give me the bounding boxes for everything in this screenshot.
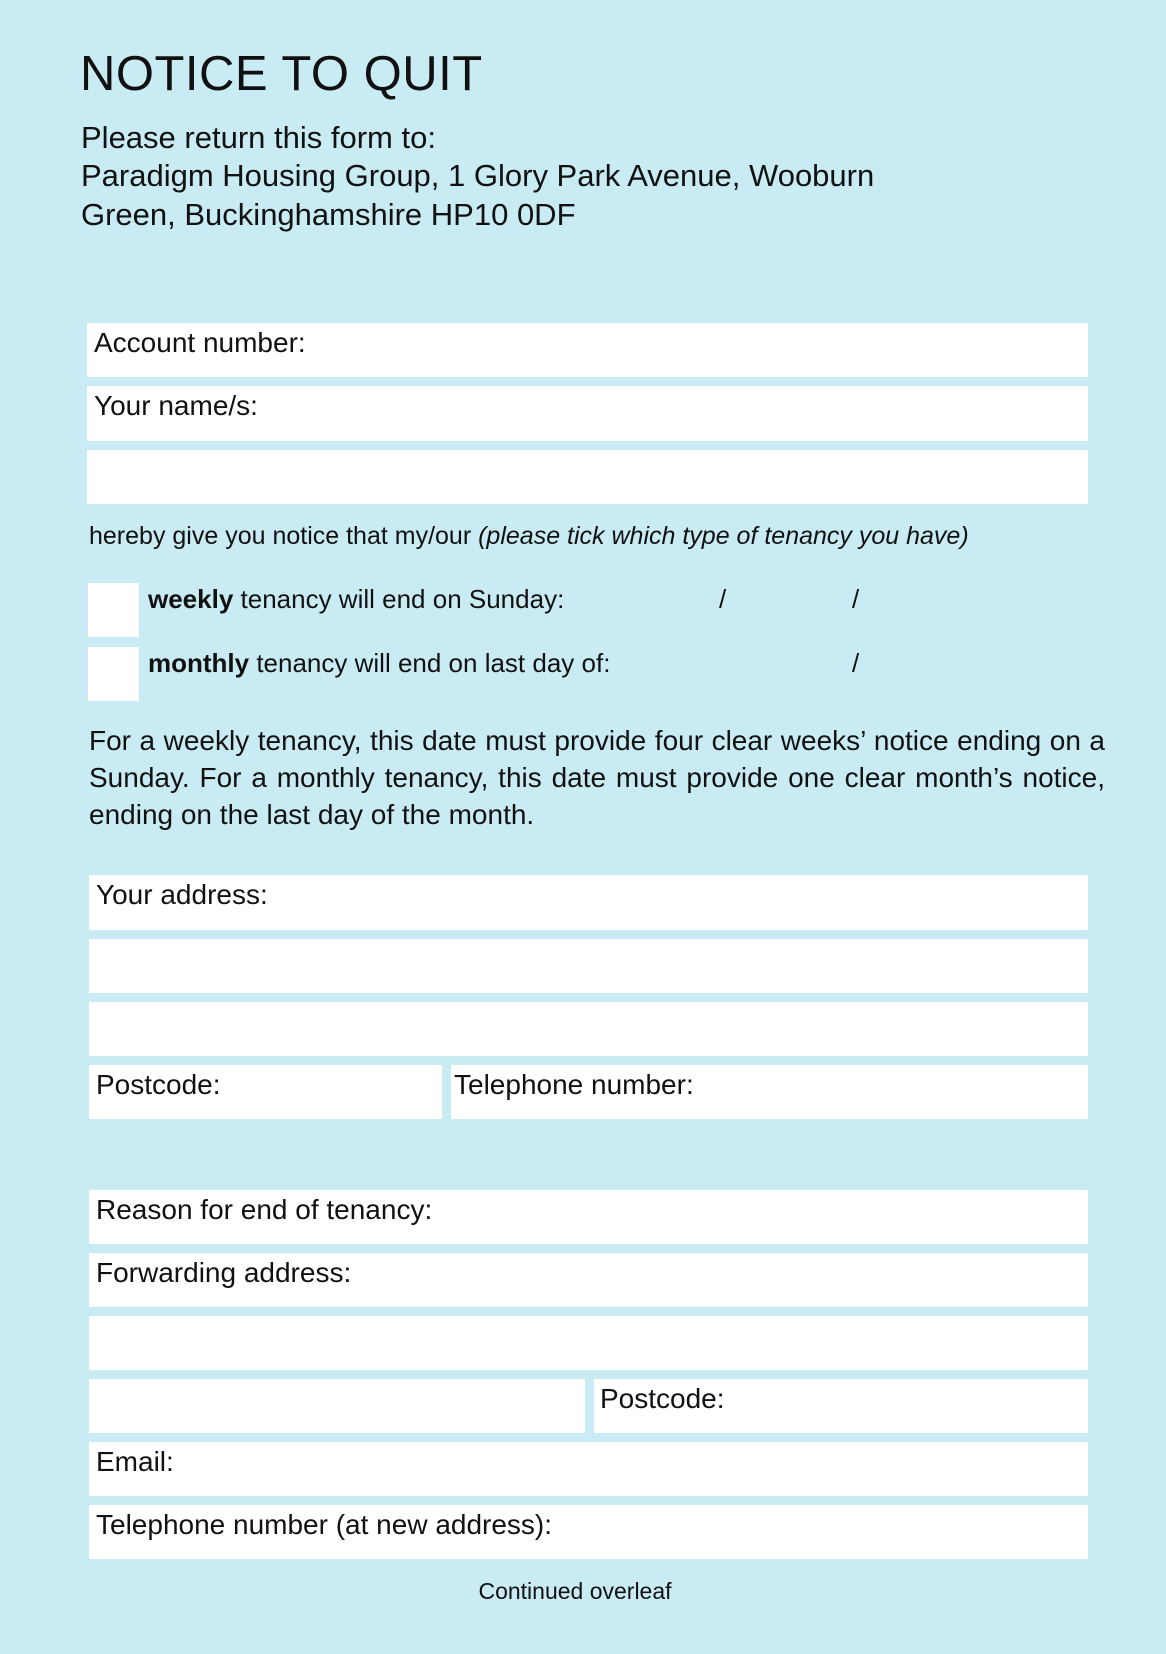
return-instruction: Please return this form to: bbox=[81, 120, 436, 155]
page-title: NOTICE TO QUIT bbox=[80, 47, 483, 101]
continued-overleaf-note: Continued overleaf bbox=[478, 1578, 672, 1604]
notice-hint-text: (please tick which type of tenancy you have) bbox=[478, 522, 969, 550]
monthly-label-rest: tenancy will end on last day of: bbox=[249, 648, 611, 678]
reason-label: Reason for end of tenancy: bbox=[96, 1194, 433, 1225]
account-number-label: Account number: bbox=[94, 327, 306, 358]
forwarding-address-field-line-3[interactable] bbox=[89, 1379, 585, 1433]
email-field[interactable] bbox=[89, 1442, 1088, 1496]
your-names-field[interactable] bbox=[87, 386, 1088, 441]
email-label: Email: bbox=[96, 1446, 174, 1477]
monthly-label-bold: monthly bbox=[148, 648, 250, 678]
monthly-date-separator: / bbox=[852, 648, 860, 678]
monthly-tenancy-option bbox=[148, 648, 610, 679]
your-address-field-line-2[interactable] bbox=[89, 939, 1088, 993]
weekly-label-bold: weekly bbox=[148, 584, 234, 614]
monthly-tenancy-checkbox[interactable] bbox=[88, 647, 139, 701]
return-address-line-1: Paradigm Housing Group, 1 Glory Park Avenue, Wooburn bbox=[81, 158, 875, 193]
new-telephone-field[interactable] bbox=[89, 1505, 1088, 1559]
account-number-field[interactable] bbox=[87, 323, 1088, 377]
telephone-field[interactable] bbox=[451, 1065, 1088, 1119]
weekly-tenancy-checkbox[interactable] bbox=[88, 583, 139, 637]
new-telephone-label: Telephone number (at new address): bbox=[96, 1509, 553, 1540]
return-address-line-2: Green, Buckinghamshire HP10 0DF bbox=[81, 197, 576, 232]
forwarding-address-field-line-2[interactable] bbox=[89, 1316, 1088, 1370]
your-names-field-line-2[interactable] bbox=[87, 450, 1088, 504]
weekly-tenancy-option bbox=[148, 584, 564, 615]
your-address-label: Your address: bbox=[96, 879, 268, 910]
notice-statement bbox=[89, 522, 969, 551]
telephone-label: Telephone number: bbox=[454, 1069, 694, 1100]
notice-lead-text: hereby give you notice that my/our bbox=[89, 522, 472, 550]
reason-field[interactable] bbox=[89, 1190, 1088, 1244]
your-names-label: Your name/s: bbox=[94, 390, 258, 421]
weekly-date-separator-2: / bbox=[852, 584, 860, 614]
notice-period-explanation: For a weekly tenancy, this date must provide four clear weeks’ notice ending on a Sunday. For a monthly tenancy, this date must provide one clear month’s notice, ending on the last day of the month. bbox=[89, 725, 1105, 830]
weekly-label-rest: tenancy will end on Sunday: bbox=[233, 584, 565, 614]
forwarding-address-label: Forwarding address: bbox=[96, 1257, 352, 1288]
forwarding-address-field[interactable] bbox=[89, 1253, 1088, 1307]
your-address-field-line-3[interactable] bbox=[89, 1002, 1088, 1056]
weekly-date-separator-1: / bbox=[719, 584, 727, 614]
forwarding-postcode-label: Postcode: bbox=[600, 1383, 725, 1414]
postcode-field[interactable] bbox=[89, 1065, 442, 1119]
postcode-label: Postcode: bbox=[96, 1069, 221, 1100]
forwarding-postcode-field[interactable] bbox=[594, 1379, 1088, 1433]
your-address-field[interactable] bbox=[89, 875, 1088, 930]
